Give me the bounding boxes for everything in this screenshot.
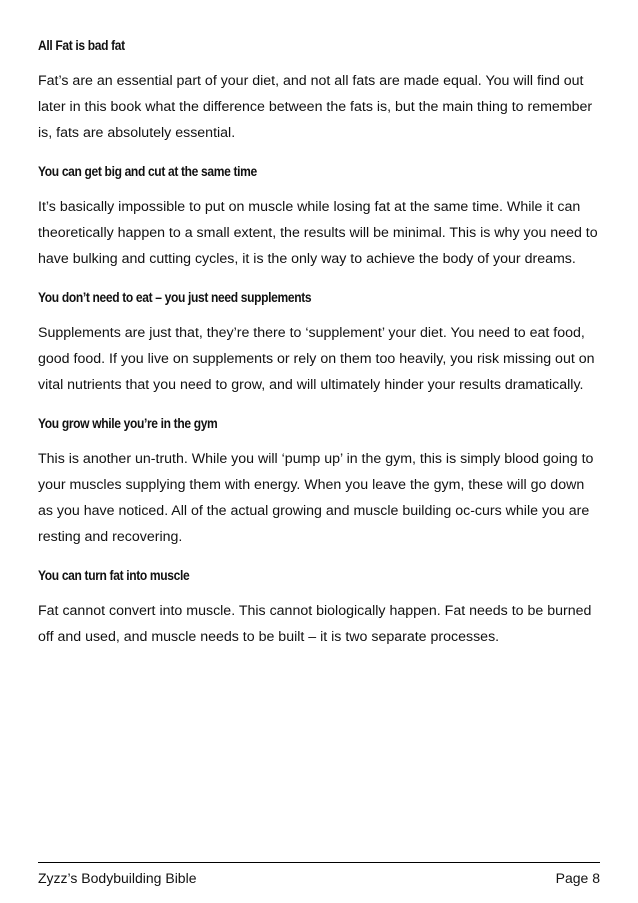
section-all-fat-is-bad-fat bbox=[38, 34, 600, 146]
section-heading: All Fat is bad fat bbox=[38, 37, 125, 53]
section-fat-into-muscle bbox=[38, 564, 600, 650]
section-paragraph: This is another un-truth. While you will ‘pump up’ in the gym, this is simply blood going to your muscles supplying them with energy. When you leave the gym, these will go down as you have noticed. All of the actual growing and muscle building oc-curs while you are resting and recovering. bbox=[38, 451, 594, 545]
section-paragraph: Fat cannot convert into muscle. This cannot biologically happen. Fat needs to be burned off and used, and muscle needs to be built – it is two separate processes. bbox=[38, 603, 592, 645]
section-grow-in-gym bbox=[38, 412, 600, 550]
section-paragraph: Supplements are just that, they’re there to ‘supplement’ your diet. You need to eat food, good food. If you live on supplements or rely on them too heavily, you risk missing out on vital nutrients that you need to grow, and will ultimately hinder your results dramatically. bbox=[38, 325, 595, 393]
section-heading: You don’t need to eat – you just need supplements bbox=[38, 289, 312, 305]
section-heading: You can turn fat into muscle bbox=[38, 567, 190, 583]
section-heading: You can get big and cut at the same time bbox=[38, 163, 257, 179]
footer-page-number: Page 8 bbox=[555, 870, 600, 886]
section-paragraph: Fat’s are an essential part of your diet, and not all fats are made equal. You will find out later in this book what the difference between the fats is, but the main thing to remember is, fats are absolutely essential. bbox=[38, 73, 593, 141]
section-heading: You grow while you’re in the gym bbox=[38, 415, 218, 431]
footer-divider bbox=[38, 862, 600, 863]
document-page bbox=[38, 34, 600, 664]
section-big-and-cut bbox=[38, 160, 600, 272]
section-paragraph: It’s basically impossible to put on muscle while losing fat at the same time. While it can theoretically happen to a small extent, the results will be minimal. This is why you need to have bulking and cutting cycles, it is the only way to achieve the body of your dreams. bbox=[38, 199, 598, 267]
section-supplements bbox=[38, 286, 600, 398]
footer-book-title: Zyzz’s Bodybuilding Bible bbox=[38, 870, 197, 886]
